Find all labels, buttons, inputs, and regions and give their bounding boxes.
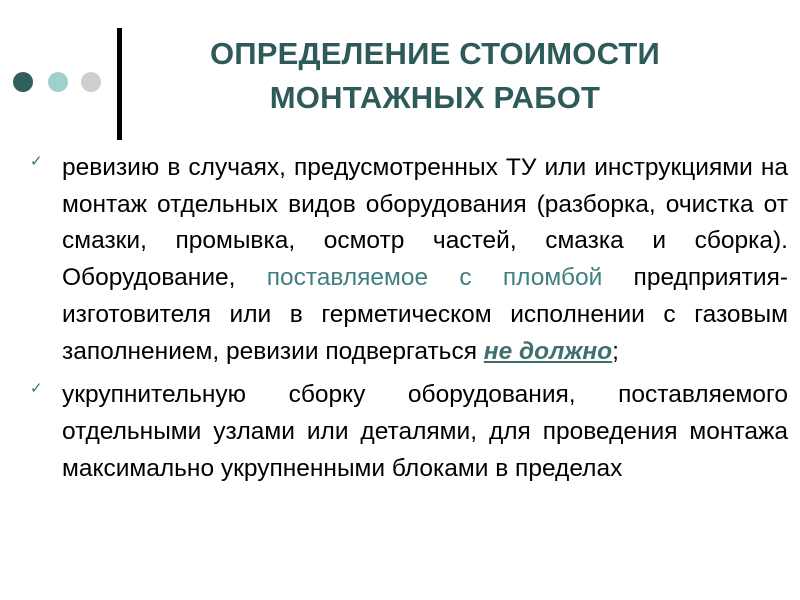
bullet-text-part-a: ревизию в случаях, предусмотренных ТУ или инструкциями на монтаж отдельных видов оборудования (разборка, очистка от смазки, промывка, осмотр частей, смазка и сборка). Оборудование, bbox=[62, 154, 788, 292]
check-icon: ✓ bbox=[30, 380, 43, 398]
title-divider-line bbox=[117, 28, 122, 140]
bullet-item-revision bbox=[30, 150, 788, 370]
highlight-text: поставляемое с пломбой bbox=[266, 264, 603, 292]
slide-title bbox=[140, 32, 730, 120]
dot-dark bbox=[13, 72, 33, 92]
title-line-2: МОНТАЖНЫХ РАБОТ bbox=[269, 80, 601, 115]
bullet-text-part-b: предприятия-изготовителя или в герметическом исполнении с газовым заполнением, ревизии подвергаться bbox=[62, 264, 789, 365]
bullet-text: укрупнительную сборку оборудования, поставляемого отдельными узлами или деталями, для проведения монтажа максимально укрупненными блоками в пределах bbox=[62, 381, 788, 482]
check-icon: ✓ bbox=[30, 153, 43, 170]
bullet-item-assembly bbox=[30, 377, 788, 487]
title-line-1: ОПРЕДЕЛЕНИЕ СТОИМОСТИ bbox=[209, 36, 661, 71]
decorative-dots bbox=[13, 72, 103, 94]
bullet-text-part-c: ; bbox=[612, 337, 619, 365]
emphasis-text: не должно bbox=[483, 337, 613, 365]
slide-content bbox=[30, 150, 788, 487]
dot-teal bbox=[48, 72, 68, 92]
dot-gray bbox=[81, 72, 101, 92]
